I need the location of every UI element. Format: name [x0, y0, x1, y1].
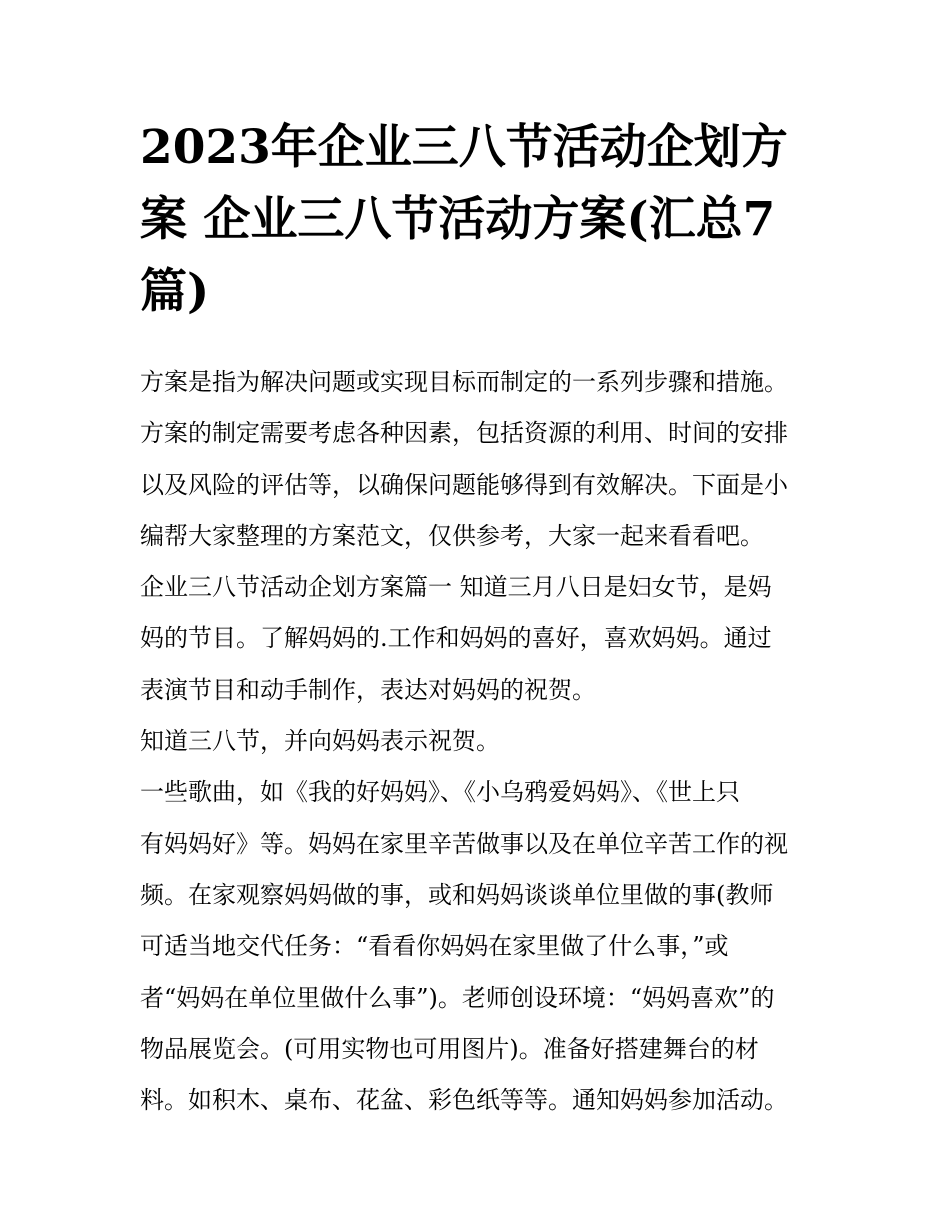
document-body [140, 357, 830, 1126]
body-line: 物品展览会。(可用实物也可用图片)。准备好搭建舞台的材 [140, 1034, 759, 1063]
body-line: 知道三八节，并向妈妈表示祝贺。 [140, 727, 500, 756]
body-line: 妈的节目。了解妈妈的.工作和妈妈的喜好，喜欢妈妈。通过 [140, 624, 772, 653]
body-line: 以及风险的评估等，以确保问题能够得到有效解决。下面是小 [140, 470, 788, 499]
body-line: 方案是指为解决问题或实现目标而制定的一系列步骤和措施。 [140, 368, 788, 396]
body-line: 企业三八节活动企划方案篇一 知道三月八日是妇女节，是妈 [140, 573, 772, 602]
document-title [140, 112, 820, 328]
body-line: 料。如积木、桌布、花盆、彩色纸等等。通知妈妈参加活动。 [140, 1086, 788, 1115]
body-line: 有妈妈好》等。妈妈在家里辛苦做事以及在单位辛苦工作的视 [140, 829, 788, 858]
body-line: 一些歌曲，如《我的好妈妈》、《小乌鸦爱妈妈》、《世上只 [140, 778, 740, 807]
body-line: 频。在家观察妈妈做的事，或和妈妈谈谈单位里做的事(教师 [140, 880, 774, 909]
body-line: 表演节目和动手制作，表达对妈妈的祝贺。 [140, 675, 596, 704]
body-line: 者“妈妈在单位里做什么事”)。老师创设环境：“妈妈喜欢”的 [140, 983, 775, 1012]
body-line: 方案的制定需要考虑各种因素，包括资源的利用、时间的安排 [140, 419, 788, 448]
title-line: 2023年企业三八节活动企划方 [140, 120, 788, 175]
body-line: 编帮大家整理的方案范文，仅供参考，大家一起来看看吧。 [140, 521, 764, 550]
title-line: 篇) [140, 264, 210, 319]
body-line: 可适当地交代任务：“看看你妈妈在家里做了什么事，”或 [140, 932, 729, 961]
title-line: 案 企业三八节活动方案(汇总7 [140, 192, 776, 247]
